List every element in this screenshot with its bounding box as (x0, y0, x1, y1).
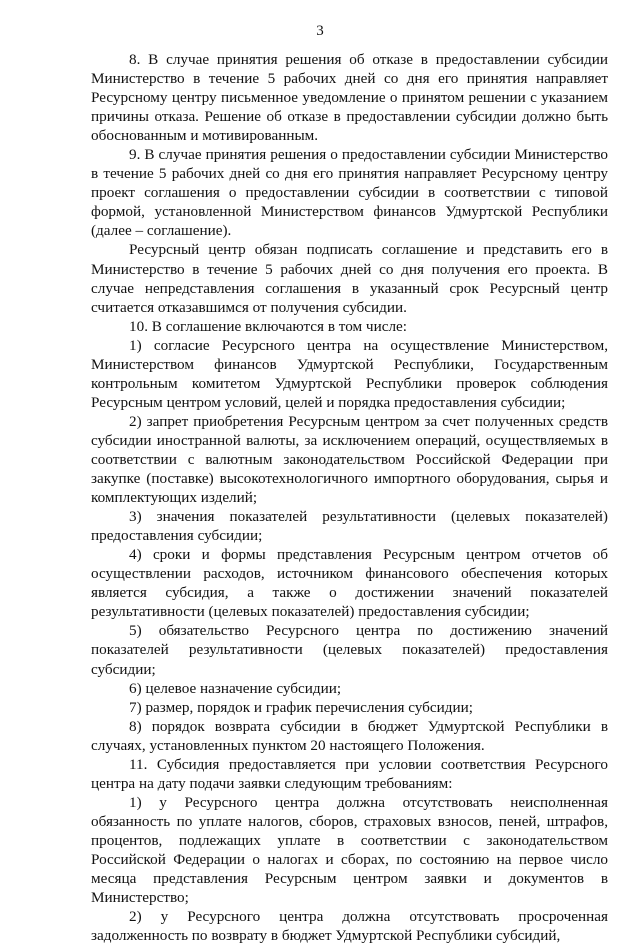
list-item-reporting: 4) сроки и формы представления Ресурсным центром отчетов об осуществлении расходов, источником финансового обеспечения которых является субсидия, а также о достижении значений показателей результативности (целевых показателей) предоставления субсидии; (91, 546, 608, 621)
paragraph-eligibility-conditions: 11. Субсидия предоставляется при условии соответствия Ресурсного центра на дату подачи заявки следующим требованиям: (91, 755, 608, 792)
paragraph-agreement-signing: Ресурсный центр обязан подписать соглашение и представить его в Министерство в течение 5 рабочих дней со дня получения его проекта. В случае непредставления соглашения в указанный срок Ресурсный центр считается отказавшимся от получения субсидии. (91, 241, 608, 316)
paragraph-grant-decision: 9. В случае принятия решения о предоставлении субсидии Министерство в течение 5 рабочих дней со дня его принятия направляет Ресурсному центру проект соглашения о предоставлении субсидии в соответствии с типовой формой, установленной Министерством финансов Удмуртской Республики (далее – соглашение). (91, 146, 608, 240)
list-item-purpose: 6) целевое назначение субсидии; (129, 679, 342, 697)
page-number: 3 (316, 23, 324, 39)
paragraph-refusal-decision: 8. В случае принятия решения об отказе в предоставлении субсидии Министерство в течение 5 рабочих дней со дня его принятия направляет Ресурсному центру письменное уведомление о принятом решении с указанием причины отказа. Решение об отказе в предоставлении субсидии должно быть обоснованным и мотивированным. (91, 51, 608, 145)
list-item-schedule: 7) размер, порядок и график перечисления субсидии; (129, 698, 473, 716)
list-item-obligation: 5) обязательство Ресурсного центра по достижению значений показателей результативности (целевых показателей) предоставления субсидии; (91, 622, 608, 678)
list-item-overdue-debt: 2) у Ресурсного центра должна отсутствовать просроченная задолженность по возврату в бюджет Удмуртской Республики субсидий, (91, 908, 608, 945)
document-body (91, 50, 608, 945)
list-item-return-procedure: 8) порядок возврата субсидии в бюджет Удмуртской Республики в случаях, установленных пунктом 20 настоящего Положения. (91, 717, 608, 754)
paragraph-agreement-contents: 10. В соглашение включаются в том числе: (129, 317, 407, 335)
list-item-consent: 1) согласие Ресурсного центра на осуществление Министерством, Министерством финансов Удмуртской Республики, Государственным контрольным комитетом Удмуртской Республики проверок соблюдения Ресурсным центром условий, целей и порядка предоставления субсидии; (91, 336, 608, 411)
list-item-performance-indicators: 3) значения показателей результативности (целевых показателей) предоставления субсидии; (91, 508, 608, 545)
list-item-currency-ban: 2) запрет приобретения Ресурсным центром за счет полученных средств субсидии иностранной валюты, за исключением операций, осуществляемых в соответствии с валютным законодательством Российской Федерации при закупке (поставке) высокотехнологичного импортного оборудования, сырья и комплектующих изделий; (91, 412, 608, 507)
list-item-tax-obligations: 1) у Ресурсного центра должна отсутствовать неисполненная обязанность по уплате налогов, сборов, страховых взносов, пеней, штрафов, процентов, подлежащих уплате в соответствии с законодательством Российской Федерации о налогах и сборах, по состоянию на первое число месяца представления Ресурсным центром заявки и документов в Министерство; (91, 793, 608, 907)
